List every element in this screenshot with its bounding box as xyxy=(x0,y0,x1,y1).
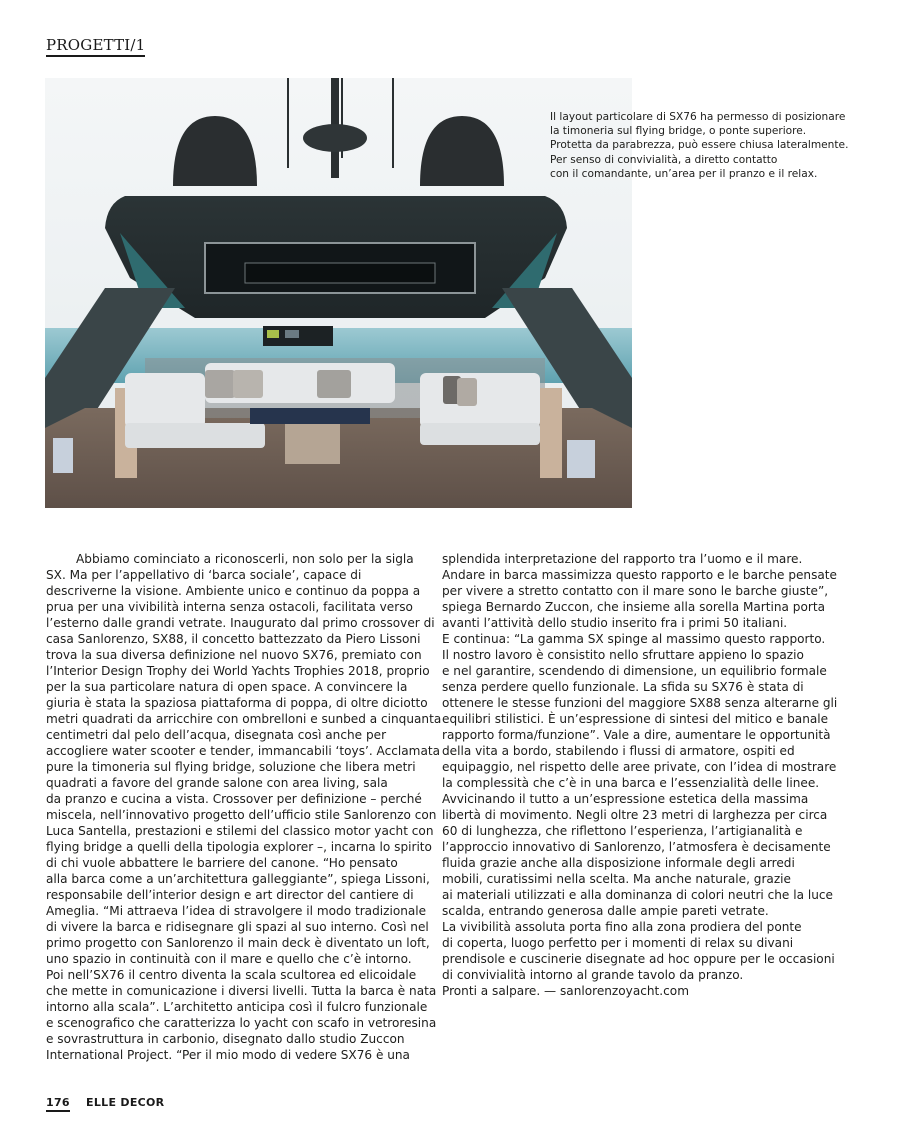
article-line: equipaggio, nel rispetto delle aree private, con l’idea di mostrare xyxy=(442,760,837,774)
page-footer xyxy=(46,1096,164,1112)
article-line: per la sua particolare natura di open space. A convincere la xyxy=(46,680,408,694)
yacht-photo xyxy=(45,78,632,508)
section-label: PROGETTI/1 xyxy=(46,36,145,57)
article-line: Pronti a salpare. — sanlorenzoyacht.com xyxy=(442,984,689,998)
sofa-left xyxy=(125,373,205,428)
article-line: giuria è stata la spaziosa piattaforma di poppa, di oltre diciotto xyxy=(46,696,428,710)
page-number: 176 xyxy=(46,1096,70,1112)
article-line: ottenere le stesse funzioni del maggiore SX88 senza alterarne gli xyxy=(442,696,838,710)
article-line: prua per una vivibilità interna senza ostacoli, facilitata verso xyxy=(46,600,413,614)
article-line: scalda, entrando generosa dalle ampie pareti vetrate. xyxy=(442,904,769,918)
article-line: fluida grazie anche alla disposizione informale degli arredi xyxy=(442,856,795,870)
article-line: di vivere la barca e ridisegnare gli spazi al suo interno. Così nel xyxy=(46,920,429,934)
article-line: Il nostro lavoro è consistito nello sfruttare appieno lo spazio xyxy=(442,648,804,662)
article-line: SX. Ma per l’appellativo di ‘barca sociale’, capace di xyxy=(46,568,362,582)
article-line: intorno alla scala”. L’architetto anticipa così il fulcro funzionale xyxy=(46,1000,428,1014)
article-line: pure la timoneria sul flying bridge, soluzione che libera metri xyxy=(46,760,416,774)
caption-line: la timoneria sul flying bridge, o ponte superiore. xyxy=(550,125,807,138)
article-line: descriverne la visione. Ambiente unico e continuo da poppa a xyxy=(46,584,421,598)
caption-line: Protetta da parabrezza, può essere chiusa lateralmente. xyxy=(550,139,849,152)
publication-name: ELLE DECOR xyxy=(86,1096,165,1109)
article-line: senza perdere quello funzionale. La sfida su SX76 è stata di xyxy=(442,680,804,694)
article-line: Poi nell’SX76 il centro diventa la scala scultorea ed elicoidale xyxy=(46,968,417,982)
caption-line: Il layout particolare di SX76 ha permesso di posizionare xyxy=(550,111,846,123)
article-column-right xyxy=(442,551,862,999)
article-line: miscela, nell’innovativo progetto dell’ufficio stile Sanlorenzo con xyxy=(46,808,437,822)
yacht-illustration xyxy=(45,78,632,508)
article-line: Andare in barca massimizza questo rapporto e le barche pensate xyxy=(442,568,837,582)
article-line: International Project. “Per il mio modo di vedere SX76 è una xyxy=(46,1048,410,1062)
article-line: mobili, curatissimi nella scelta. Ma anche naturale, grazie xyxy=(442,872,791,886)
article-line: casa Sanlorenzo, SX88, il concetto battezzato da Piero Lissoni xyxy=(46,632,421,646)
article-line: responsabile dell’interior design e art director del cantiere di xyxy=(46,888,414,902)
article-line: e nel garantire, scendendo di dimensione, un equilibrio formale xyxy=(442,664,827,678)
article-line: Avvicinando il tutto a un’espressione estetica della massima xyxy=(442,792,809,806)
article-line: l’approccio innovativo di Sanlorenzo, l’atmosfera è decisamente xyxy=(442,840,831,854)
caption-line: Per senso di convivialità, a diretto contatto xyxy=(550,153,778,166)
article-line: rapporto forma/funzione”. Vale a dire, aumentare le opportunità xyxy=(442,728,831,742)
article-line: di convivialità intorno al grande tavolo da pranzo. xyxy=(442,968,744,982)
article-line: di chi vuole abbattere le barriere del canone. “Ho pensato xyxy=(46,856,398,870)
article-line: accogliere water scooter e tender, immancabili ‘toys’. Acclamata xyxy=(46,744,441,758)
article-line: equilibri stilistici. È un’espressione di sintesi del mitico e banale xyxy=(442,712,829,726)
article-line: di coperta, luogo perfetto per i momenti di relax su divani xyxy=(442,936,794,950)
article-line: e scenografico che caratterizza lo yacht con scafo in vetroresina xyxy=(46,1016,437,1030)
article-line: primo progetto con Sanlorenzo il main deck è diventato un loft, xyxy=(46,936,430,950)
caption-line: con il comandante, un’area per il pranzo e il relax. xyxy=(550,167,818,180)
article-line: prendisole e cuscinerie disegnate ad hoc oppure per le occasioni xyxy=(442,952,835,966)
article-line: Luca Santella, prestazioni e stilemi del classico motor yacht con xyxy=(46,824,434,838)
article-line: ai materiali utilizzati e alla dominanza di colori neutri che la luce xyxy=(442,888,833,902)
wood-panel-right xyxy=(540,388,562,478)
article-line: flying bridge a quelli della tipologia explorer –, incarna lo spirito xyxy=(46,840,432,854)
article-line: avanti l’attività dello studio inserito fra i primi 50 italiani. xyxy=(442,616,788,630)
article-line: della vita a bordo, stabilendo i flussi di armatore, ospiti ed xyxy=(442,744,795,758)
article-line: la complessità che c’è in una barca e l’essenzialità delle linee. xyxy=(442,776,820,790)
article-line: quadrati a favore del grande salone con area living, sala xyxy=(46,776,388,790)
article-line: l’Interior Design Trophy dei World Yachts Trophies 2018, proprio xyxy=(46,664,430,678)
article-line: metri quadrati da arricchire con ombrelloni e sunbed a cinquanta xyxy=(46,712,442,726)
article-line: da pranzo e cucina a vista. Crossover per definizione – perché xyxy=(46,792,422,806)
article-line: centimetri dal pelo dell’acqua, disegnata così anche per xyxy=(46,728,387,742)
sofa-right xyxy=(420,373,540,428)
article-line: alla barca come a un’architettura galleggiante”, spiega Lissoni, xyxy=(46,872,430,886)
article-line: La vivibilità assoluta porta fino alla zona prodiera del ponte xyxy=(442,920,802,934)
article-line: spiega Bernardo Zuccon, che insieme alla sorella Martina porta xyxy=(442,600,826,614)
article-line: che mette in comunicazione i diversi livelli. Tutta la barca è nata xyxy=(46,984,437,998)
article-line: uno spazio in continuità con il mare e quello che c’è intorno. xyxy=(46,952,412,966)
photo-caption xyxy=(550,110,870,181)
article-line: Ameglia. “Mi attraeva l’idea di stravolgere il modo tradizionale xyxy=(46,904,427,918)
article-line: trova la sua diversa definizione nel nuovo SX76, premiato con xyxy=(46,648,422,662)
article-column-left xyxy=(46,551,442,1063)
article-line: libertà di movimento. Negli oltre 23 metri di larghezza per circa xyxy=(442,808,828,822)
article-line: E continua: “La gamma SX spinge al massimo questo rapporto. xyxy=(442,632,826,646)
article-line: per vivere a stretto contatto con il mare sono le barche giuste”, xyxy=(442,584,829,598)
article-line: l’esterno dalle grandi vetrate. Inaugurato dal primo crossover di xyxy=(46,616,435,630)
article-line: 60 di lunghezza, che riflettono l’esperienza, l’artigianalità e xyxy=(442,824,803,838)
article-line: e sovrastruttura in carbonio, disegnato dallo studio Zuccon xyxy=(46,1032,405,1046)
article-line: Abbiamo cominciato a riconoscerli, non solo per la sigla xyxy=(76,552,414,566)
article-line: splendida interpretazione del rapporto tra l’uomo e il mare. xyxy=(442,552,803,566)
coffee-table xyxy=(250,408,370,424)
